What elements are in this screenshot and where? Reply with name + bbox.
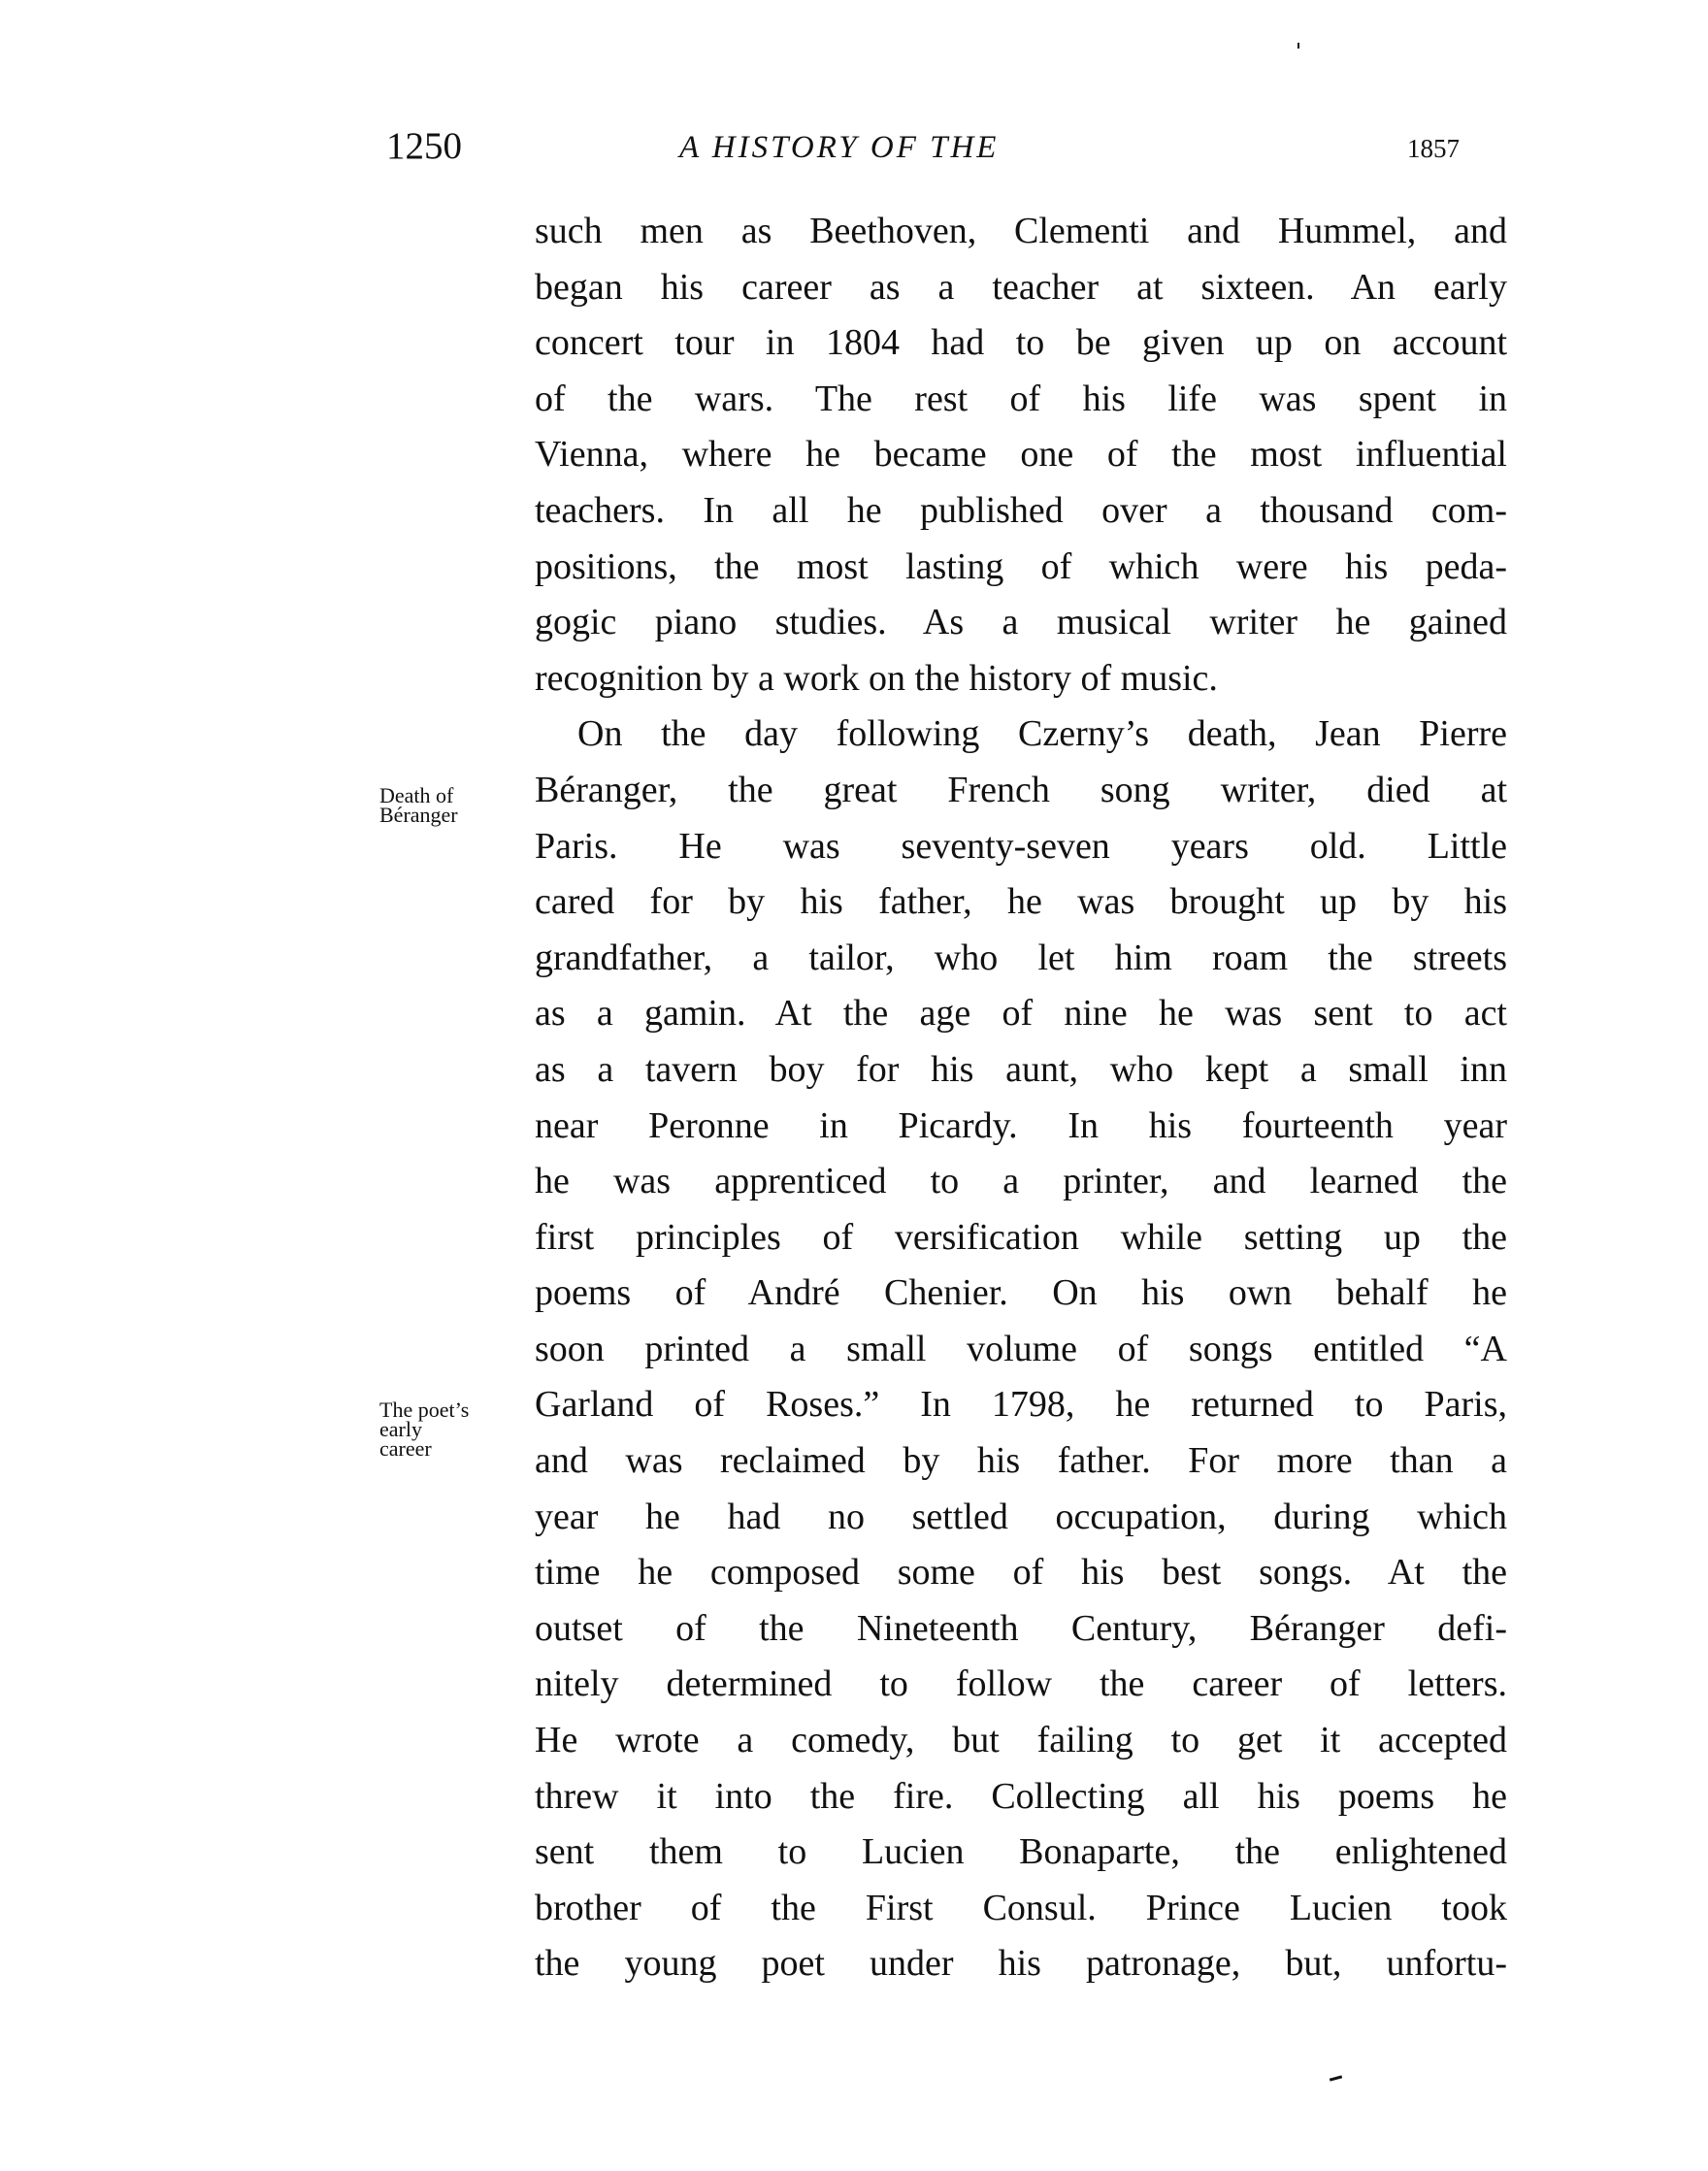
body-line: outset of the Nineteenth Century, Béranger defi- xyxy=(535,1607,1507,1649)
body-line: of the wars. The rest of his life was spent in xyxy=(535,378,1507,419)
body-line: brother of the First Consul. Prince Lucien took xyxy=(535,1887,1507,1928)
sidenote-poets-early-career xyxy=(379,1400,469,1459)
scan-speck xyxy=(1330,2075,1342,2081)
body-line: concert tour in 1804 had to be given up on account xyxy=(535,322,1507,364)
body-line: as a tavern boy for his aunt, who kept a small inn xyxy=(535,1048,1507,1090)
body-line: such men as Beethoven, Clementi and Hummel, and xyxy=(535,211,1507,251)
body-line: sent them to Lucien Bonaparte, the enlightened xyxy=(535,1831,1507,1873)
body-line: began his career as a teacher at sixteen. An early xyxy=(535,266,1507,308)
body-line: Vienna, where he became one of the most influential xyxy=(535,434,1507,476)
body-line: and was reclaimed by his father. For more than a xyxy=(535,1440,1507,1482)
sidenote-line: The poet’s xyxy=(379,1398,470,1422)
body-line: nitely determined to follow the career of letters. xyxy=(535,1663,1507,1705)
sidenote-line: career xyxy=(379,1436,432,1461)
body-text xyxy=(535,204,1507,1992)
sidenote-line: early xyxy=(379,1417,422,1441)
body-line: Béranger, the great French song writer, died at xyxy=(535,769,1507,810)
page-number: 1250 xyxy=(386,125,462,167)
body-line: he was apprenticed to a printer, and learned the xyxy=(535,1161,1507,1202)
body-line: gogic piano studies. As a musical writer he gained xyxy=(535,602,1507,643)
body-line: as a gamin. At the age of nine he was sent to act xyxy=(535,993,1507,1035)
body-line: Garland of Roses.” In 1798, he returned to Paris, xyxy=(535,1384,1507,1426)
sidenote-line: Death of xyxy=(379,783,454,807)
body-line: soon printed a small volume of songs entitled “A xyxy=(535,1328,1507,1369)
body-line: near Peronne in Picardy. In his fourteenth year xyxy=(535,1104,1507,1146)
body-line: recognition by a work on the history of music. xyxy=(535,657,1218,699)
body-line: Paris. He was seventy-seven years old. Little xyxy=(535,825,1507,867)
sidenote-line: Béranger xyxy=(379,803,458,827)
body-line: cared for by his father, he was brought up by his xyxy=(535,881,1507,923)
sidenote-death-of-beranger xyxy=(379,783,458,827)
body-line: teachers. In all he published over a thousand com- xyxy=(535,489,1507,531)
body-line: the young poet under his patronage, but, unfortu- xyxy=(535,1943,1507,1985)
body-line: poems of André Chenier. On his own behalf he xyxy=(535,1272,1507,1314)
header-year: 1857 xyxy=(1407,134,1460,163)
body-line: positions, the most lasting of which were his peda- xyxy=(535,545,1507,587)
running-title: A HISTORY OF THE xyxy=(679,130,1000,165)
body-line: He wrote a comedy, but failing to get it accepted xyxy=(535,1720,1507,1761)
body-line: time he composed some of his best songs. At the xyxy=(535,1552,1507,1594)
scan-speck xyxy=(1297,43,1299,49)
body-line: year he had no settled occupation, during which xyxy=(535,1496,1507,1537)
body-line: threw it into the fire. Collecting all his poems he xyxy=(535,1775,1507,1817)
body-line: grandfather, a tailor, who let him roam the streets xyxy=(535,937,1507,978)
body-line: On the day following Czerny’s death, Jean Pierre xyxy=(577,713,1507,755)
body-line: first principles of versification while setting up the xyxy=(535,1216,1507,1258)
